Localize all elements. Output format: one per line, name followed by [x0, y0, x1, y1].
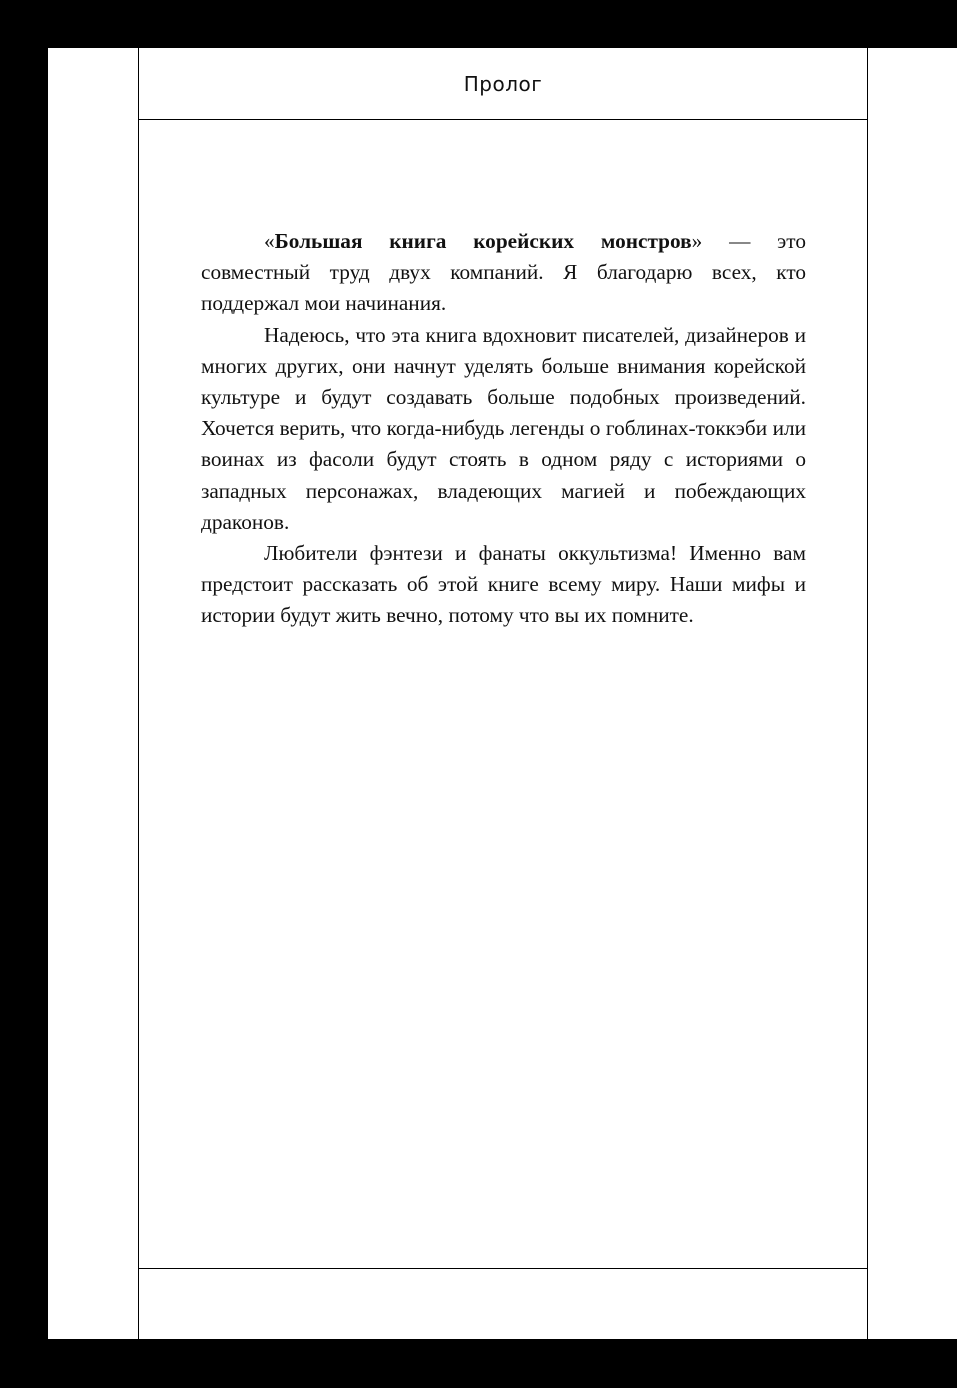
running-head: Пролог: [463, 72, 543, 96]
paragraph-1-text: » — это совместный труд двух компаний. Я благодарю всех, кто поддержал мои начинания.: [201, 229, 806, 316]
book-page: [48, 48, 957, 1339]
paragraph-3: Любители фэнтези и фанаты оккультизма! Именно вам предстоит рассказать об этой книге всему миру. Наши мифы и истории будут жить вечно, потому что вы их помните.: [201, 541, 806, 628]
left-frame-line: [138, 48, 139, 1339]
book-title: Большая книга корейских монстров: [274, 229, 692, 253]
paragraph-1: [201, 226, 806, 320]
paragraph-2: Надеюсь, что эта книга вдохновит писателей, дизайнеров и многих других, они начнут уделять больше внимания корейской культуре и будут создавать больше подобных произведений. Хочется верить, что когда-нибудь легенды о гоблинах-токкэби или воинах из фасоли будут стоять в одном ряду с историями о западных персонажах, владеющих магией и побеждающих драконов.: [201, 322, 806, 534]
header-rule: [138, 119, 868, 120]
open-quote: «: [264, 229, 275, 253]
right-frame-line: [867, 48, 868, 1339]
footer-rule: [138, 1268, 868, 1269]
body-text: [201, 226, 806, 632]
